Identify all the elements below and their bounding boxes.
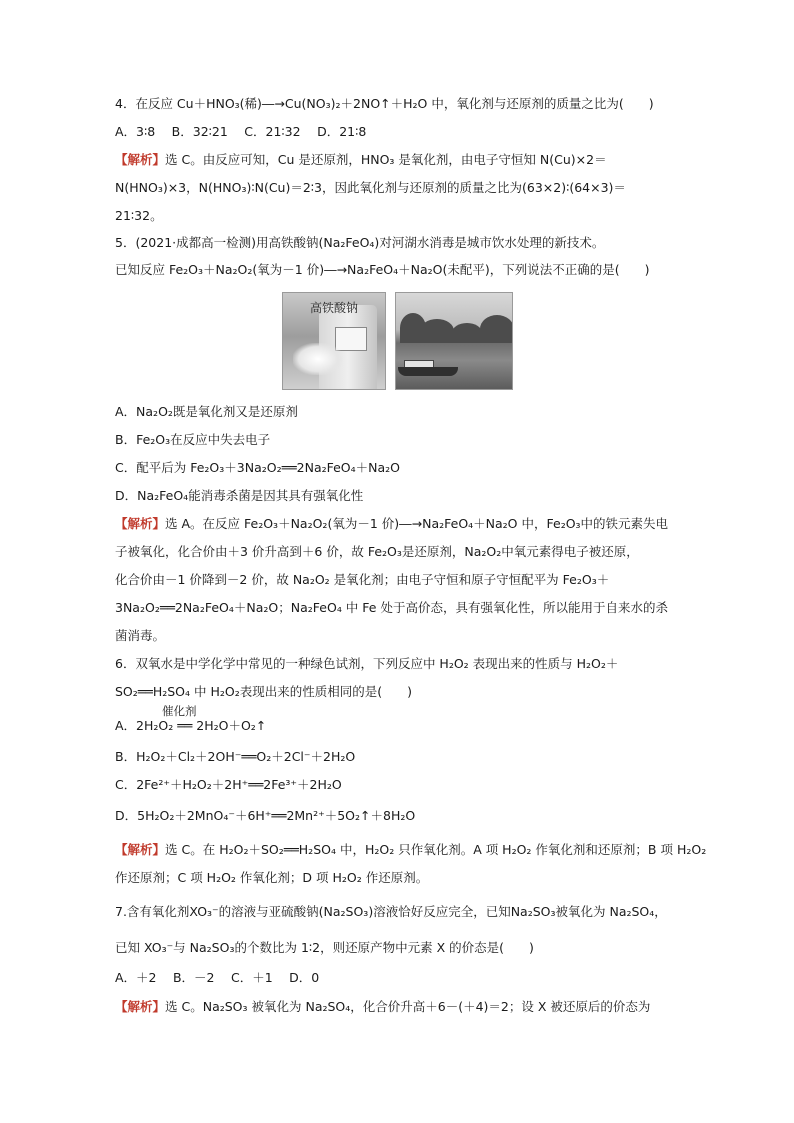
analysis-text: 选 C。在 H₂O₂＋SO₂══H₂SO₄ 中，H₂O₂ 只作氧化剂。A 项 H₂O₂ 作氧化剂和还原剂；B 项 H₂O₂: [165, 842, 707, 857]
q5-analysis-line-4: 3Na₂O₂══2Na₂FeO₄＋Na₂O；Na₂FeO₄ 中 Fe 处于高价态，具有强氧化性，所以能用于自来水的杀: [115, 600, 668, 615]
analysis-tag: 【解析】: [115, 842, 166, 857]
analysis-tag: 【解析】: [115, 152, 166, 167]
q5-option-d: D．Na₂FeO₄能消毒杀菌是因其具有强氧化性: [115, 488, 364, 503]
q4-options: A．3∶8 B．32∶21 C．21∶32 D．21∶8: [115, 124, 367, 139]
q6-option-a: A．2H₂O₂ ══ 2H₂O＋O₂↑: [115, 718, 267, 733]
q4-analysis-line-1: [115, 152, 685, 168]
q6-option-c: C．2Fe²⁺＋H₂O₂＋2H⁺══2Fe³⁺＋2H₂O: [115, 777, 342, 792]
q6-stem-line-2: SO₂══H₂SO₄ 中 H₂O₂表现出来的性质相同的是( ): [115, 684, 412, 699]
analysis-tag: 【解析】: [115, 999, 166, 1014]
q5-stem-line-1: 5．(2021·成都高一检测)用高铁酸钠(Na₂FeO₄)对河湖水消毒是城市饮水处理的新技术。: [115, 235, 605, 250]
q4-analysis-line-3: 21∶32。: [115, 208, 163, 223]
boat-shape: [398, 367, 458, 376]
hill-shape: [452, 323, 482, 343]
q5-analysis-line-3: 化合价由－1 价降到－2 价，故 Na₂O₂ 是氧化剂；由电子守恒和原子守恒配平为 Fe₂O₃＋: [115, 572, 610, 587]
q5-analysis-line-1: [115, 516, 685, 532]
q5-analysis-line-2: 子被氧化，化合价由＋3 价升高到＋6 价，故 Fe₂O₃是还原剂，Na₂O₂中氧元素得电子被还原，: [115, 544, 639, 559]
q5-option-a: A．Na₂O₂既是氧化剂又是还原剂: [115, 404, 298, 419]
powder-shape: [293, 343, 343, 375]
hill-shape: [480, 315, 513, 343]
q5-option-b: B．Fe₂O₃在反应中失去电子: [115, 432, 271, 447]
analysis-text: 选 C。由反应可知，Cu 是还原剂，HNO₃ 是氧化剂，由电子守恒知 N(Cu)×2＝: [165, 152, 607, 167]
q6-analysis-line-1: [115, 842, 707, 858]
q4-analysis-line-2: N(HNO₃)×3，N(HNO₃)∶N(Cu)＝2∶3，因此氧化剂与还原剂的质量之比为(63×2)∶(64×3)＝: [115, 180, 626, 195]
river-landscape-photo: [395, 292, 513, 390]
q5-analysis-line-5: 菌消毒。: [115, 628, 166, 643]
q7-stem-line-2: 已知 XO₃⁻与 Na₂SO₃的个数比为 1∶2，则还原产物中元素 X 的价态是( ): [115, 940, 534, 955]
analysis-text: 选 A。在反应 Fe₂O₃＋Na₂O₂(氧为－1 价)―→Na₂FeO₄＋Na₂O 中，Fe₂O₃中的铁元素失电: [165, 516, 669, 531]
q6-option-b: B．H₂O₂＋Cl₂＋2OH⁻══O₂＋2Cl⁻＋2H₂O: [115, 749, 356, 764]
q5-stem-line-2: 已知反应 Fe₂O₃＋Na₂O₂(氧为－1 价)―→Na₂FeO₄＋Na₂O(未配平)，下列说法不正确的是( ): [115, 262, 650, 277]
analysis-tag: 【解析】: [115, 516, 166, 531]
photo-caption: 高铁酸钠: [309, 301, 358, 315]
q6-stem-line-1: 6．双氧水是中学化学中常见的一种绿色试剂，下列反应中 H₂O₂ 表现出来的性质与 H₂O₂＋: [115, 656, 619, 671]
q7-stem-line-1: 7.含有氧化剂XO₃⁻的溶液与亚硫酸钠(Na₂SO₃)溶液恰好反应完全，已知Na₂SO₃被氧化为 Na₂SO₄，: [115, 904, 667, 919]
q6-option-d: D．5H₂O₂＋2MnO₄⁻＋6H⁺══2Mn²⁺＋5O₂↑＋8H₂O: [115, 808, 416, 823]
sodium-ferrate-photo: [282, 292, 386, 390]
q5-option-c: C．配平后为 Fe₂O₃＋3Na₂O₂══2Na₂FeO₄＋Na₂O: [115, 460, 401, 475]
q7-options: A．＋2 B．－2 C．＋1 D．0: [115, 970, 320, 985]
analysis-text: 选 C。Na₂SO₃ 被氧化为 Na₂SO₄，化合价升高＋6－(＋4)＝2；设 X 被还原后的价态为: [165, 999, 651, 1014]
hill-shape: [420, 319, 454, 343]
q6-analysis-line-2: 作还原剂；C 项 H₂O₂ 作氧化剂；D 项 H₂O₂ 作还原剂。: [115, 870, 429, 885]
q7-analysis-line-1: [115, 999, 685, 1015]
q4-stem: 4．在反应 Cu＋HNO₃(稀)―→Cu(NO₃)₂＋2NO↑＋H₂O 中，氧化剂与还原剂的质量之比为( ): [115, 96, 654, 111]
catalyst-label: 催化剂: [162, 704, 197, 718]
